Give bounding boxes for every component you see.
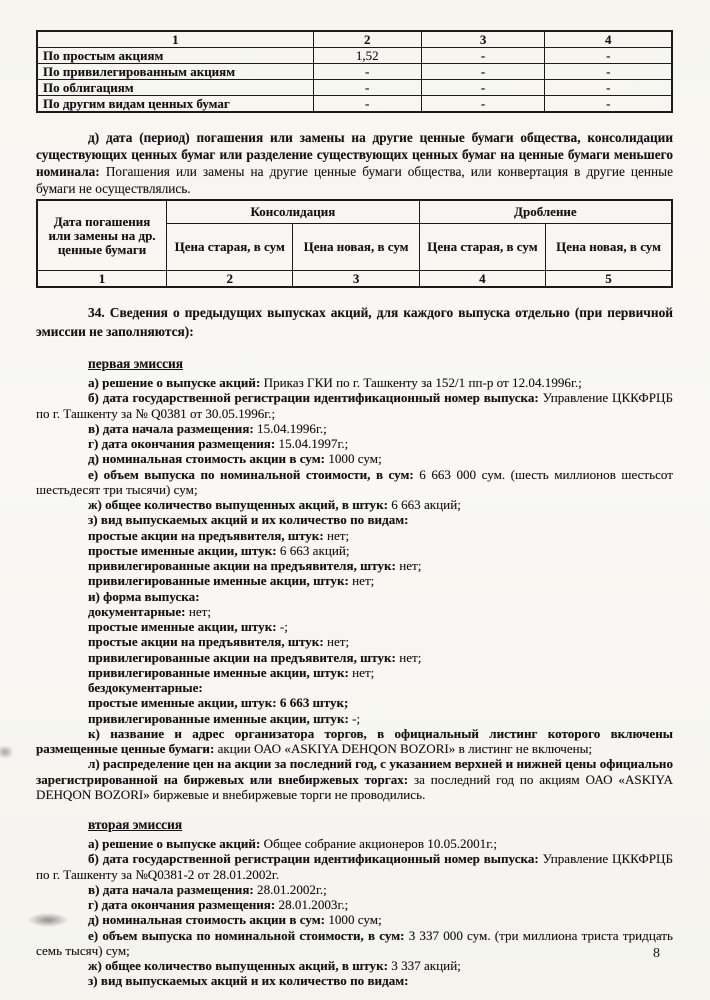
line-value: -; [352,710,361,726]
line-label: ж) общее количество выпущенных акций, в штук: [88,958,388,973]
table2-group-row [37,200,672,224]
table2-index: 5 [546,271,672,288]
line-value: 1000 сум; [328,451,382,467]
emission1-subline [36,680,673,695]
table1-header-col1: 1 [37,31,313,48]
line-label: л) распределение цен на акции за последний год, с указанием верхней и нижней цены официально зарегистрированной на биржевых или внебиржевых торгах: [36,756,673,787]
page-number: 8 [653,946,660,961]
line-label: простые именные акции, штук: [88,695,277,711]
table2-index: 1 [37,271,167,288]
emission1-subline [36,711,673,726]
emission1-subline [36,619,673,634]
line-value: 6 663 000 сум. (шесть миллионов шестьсот шестьдесят три тысячи) сум; [36,466,673,497]
table-row [37,80,672,96]
emission1-line-e [36,467,673,498]
table-header-row [37,31,672,48]
line-label: а) решение о выпуске акций: [88,836,261,851]
table-row [37,64,672,80]
line-label: привилегированные именные акции, штук: [88,664,349,680]
line-label: з) вид выпускаемых акций и их количество по видам: [88,973,409,989]
line-value: 15.04.1997г.; [278,436,349,451]
emission2-line-z [36,973,673,988]
row-value: - [545,96,672,113]
table2-subheader: Цена новая, в сум [546,224,672,271]
row-label: По привилегированным акциям [37,64,313,80]
emission1-title: первая эмиссия [88,356,183,371]
line-value: 15.04.1996г.; [257,420,327,436]
line-label: и) форма выпуска: [88,588,200,604]
line-label: привилегированные акции на предъявителя, штук: [88,558,396,573]
line-label: б) дата государственной регистрации идентификационный номер выпуска: [88,390,539,406]
line-value: нет; [326,634,350,650]
emission1-line-a [36,375,673,390]
row-value: - [421,64,545,80]
emission1-line-k [36,726,673,757]
row-value: - [421,80,545,96]
emission2-line-e [36,928,673,959]
line-label: привилегированные именные акции, штук: [88,573,349,589]
line-value: 6 663 акций; [391,497,461,512]
row-value: 1,52 [313,48,421,64]
line-value: нет; [352,664,375,680]
line-label: привилегированные именные акции, штук: [88,710,349,726]
row-value: - [545,80,672,96]
paragraph-d-value: Погашения или замены на другие ценные бумаги общества, или конвертация в другие ценные бумаги не осуществлялись. [36,164,673,196]
emission1-subline [36,634,673,649]
line-value: Общее собрание акционеров 10.05.2001г.; [263,836,498,851]
emission1-subline [36,695,673,710]
emission1-subline [36,558,673,573]
line-label: б) дата государственной регистрации идентификационный номер выпуска: [88,851,539,867]
line-label: простые акции на предъявителя, штук: [88,634,324,650]
line-label: е) объем выпуска по номинальной стоимости, в сум: [88,466,414,482]
table2-index: 2 [167,271,293,288]
emission1-subline [36,528,673,543]
line-value: нет; [399,558,422,573]
line-label: д) номинальная стоимость акции в сум: [88,451,326,467]
row-value: - [545,64,672,80]
emission1-subline [36,604,673,619]
section-34-heading: 34. Сведения о предыдущих выпусках акций, для каждого выпуска отдельно (при первичной эмиссии не заполняются): [36,305,673,339]
table2-group-split: Дробление [419,200,672,224]
table-row [37,48,672,64]
emission1-subline [36,543,673,558]
table2-col1-header: Дата погашения или замены на др. ценные бумаги [37,200,167,271]
line-value: за последний год по акциям ОАО «ASKIYA DEHQON BOZORI» биржевые и внебиржевые торги не проводились. [36,771,673,802]
line-value: Управление ЦККФРЦБ по г. Ташкенту за №Q0381-2 от 28.01.2002г. [36,851,673,882]
line-label: г) дата окончания размещения: [88,897,276,912]
line-label: простые акции на предъявителя, штук: [88,527,324,543]
table-row [37,96,672,113]
emission1-line-zh [36,497,673,512]
line-label: г) дата окончания размещения: [88,436,276,451]
line-value: -; [279,619,288,634]
table2-index: 3 [293,271,419,288]
line-label: привилегированные акции на предъявителя, штук: [88,649,396,665]
emission2-line-zh [36,958,673,973]
paragraph-d [36,129,673,197]
line-value: 6 663 штук; [279,695,349,711]
row-label: По другим видам ценных бумаг [37,96,313,113]
emission1-line-v [36,421,673,436]
line-value: нет; [188,603,212,619]
line-label: к) название и адрес организатора торгов, в официальный листинг которого включены размещенные ценные бумаги: [36,725,673,756]
line-value: нет; [399,649,422,665]
line-value: акции ОАО «ASKIYA DEHQON BOZORI» в листинг не включены; [217,741,593,756]
emission1-line-b [36,390,673,421]
emission2-line-d [36,912,673,927]
row-label: По простым акциям [37,48,313,64]
row-value: - [313,64,421,80]
line-label: а) решение о выпуске акций: [88,375,261,390]
line-value: 3 337 акций; [391,958,461,973]
line-value: 1000 сум; [328,912,382,928]
line-label: д) номинальная стоимость акции в сум: [88,912,326,928]
emission1-subline [36,573,673,588]
table1-header-col4: 4 [545,31,672,48]
emission1-subline [36,650,673,665]
table2-subheader: Цена новая, в сум [293,224,419,271]
emission2-line-g [36,897,673,912]
scan-smudge [0,745,14,759]
emission1-subline [36,665,673,680]
row-value: - [313,80,421,96]
line-label: документарные: [88,603,186,619]
line-value: Управление ЦККФРЦБ по г. Ташкенту за № Q0381 от 30.05.1996г.; [36,390,673,421]
line-label: бездокументарные: [88,680,203,695]
line-value: 3 337 000 сум. (три миллиона триста тридцать семь тысяч) сум; [36,927,673,958]
page-content [36,0,673,989]
line-value: нет; [326,527,350,543]
line-label: е) объем выпуска по номинальной стоимости, в сум: [88,927,405,943]
table2-index: 4 [419,271,545,288]
table2-group-consolidation: Консолидация [167,200,420,224]
table1-header-col2: 2 [313,31,421,48]
emission2-line-v [36,882,673,897]
table2-subheader: Цена старая, в сум [419,224,545,271]
line-label: з) вид выпускаемых акций и их количество по видам: [88,512,409,528]
line-label: в) дата начала размещения: [88,881,254,897]
consolidation-split-table [36,199,673,288]
line-value: 28.01.2002г.; [257,881,327,897]
table2-subheader: Цена старая, в сум [167,224,293,271]
row-value: - [313,96,421,113]
line-label: в) дата начала размещения: [88,420,254,436]
emission1-line-z [36,512,673,527]
line-label: простые именные акции, штук: [88,542,277,558]
row-label: По облигациям [37,80,313,96]
line-value: нет; [352,573,375,589]
line-label: простые именные акции, штук: [88,619,277,634]
emission1-line-i [36,589,673,604]
emission1-line-g [36,436,673,451]
emission2-line-b [36,851,673,882]
line-value: 6 663 акций; [279,542,350,558]
paragraph-d-label: д) дата (период) погашения или замены на другие ценные бумаги общества, консолидации существующих ценных бумаг или разделение существующих ценных бумаг на ценные бумаги меньшего номинала: [36,130,673,179]
line-label: ж) общее количество выпущенных акций, в штук: [88,497,388,512]
row-value: - [421,48,545,64]
emission1-line-d [36,451,673,466]
ratios-table [36,30,673,113]
line-value: Приказ ГКИ по г. Ташкенту за 152/1 пп-р от 12.04.1996г.; [263,375,582,390]
emission2-title: вторая эмиссия [88,817,183,832]
line-value: 28.01.2003г.; [278,897,349,912]
table1-header-col3: 3 [421,31,545,48]
row-value: - [545,48,672,64]
emission1-line-l [36,756,673,802]
row-value: - [421,96,545,113]
emission2-line-a [36,836,673,851]
table2-index-row [37,271,672,288]
